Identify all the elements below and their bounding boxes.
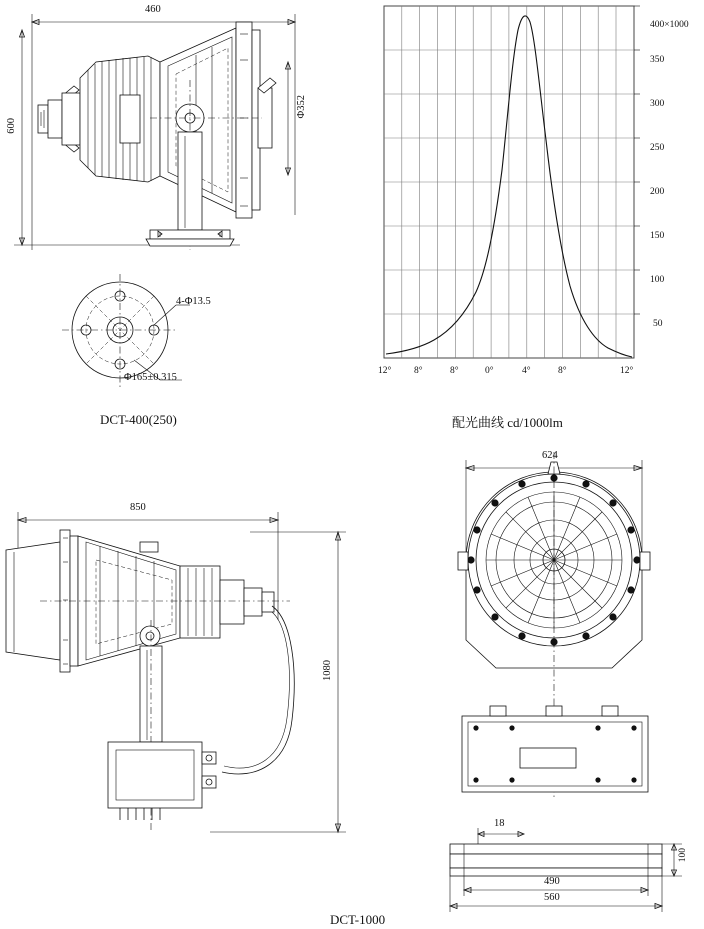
dim-560-label: 560 — [544, 892, 560, 903]
dim-624-label: 624 — [542, 450, 558, 461]
ytick-100: 100 — [650, 275, 665, 285]
dct-400-drawing — [0, 0, 330, 400]
dim-460-label: 460 — [145, 4, 161, 15]
xtick-4: 4° — [522, 366, 531, 376]
dim-phi352-label: Φ352 — [296, 95, 307, 119]
ytick-200: 200 — [650, 187, 665, 197]
xtick-5: 8° — [558, 366, 567, 376]
caption-dct-400-250: DCT-400(250) — [100, 412, 177, 427]
figure-dct-400-250 — [0, 0, 330, 400]
xtick-3: 0° — [485, 366, 494, 376]
y-unit-label: 400×1000 — [650, 20, 689, 30]
caption-light-distribution: 配光曲线 cd/1000lm — [452, 415, 563, 430]
dim-490-label: 490 — [544, 876, 560, 887]
xtick-1: 8° — [414, 366, 423, 376]
dim-18-label: 18 — [494, 818, 505, 829]
dim-100-label: 100 — [678, 848, 688, 863]
xtick-6: 12° — [620, 366, 634, 376]
dim-850-label: 850 — [130, 502, 146, 513]
figure-dct-1000-side — [0, 480, 380, 920]
dct-1000-front-drawing — [420, 440, 704, 920]
dim-1080-label: 1080 — [322, 660, 333, 681]
dct-1000-side-drawing — [0, 480, 380, 920]
ytick-50: 50 — [653, 319, 663, 329]
caption-dct-1000: DCT-1000 — [330, 912, 386, 927]
ytick-250: 250 — [650, 143, 665, 153]
ytick-300: 300 — [650, 99, 665, 109]
figure-light-distribution — [372, 0, 704, 400]
bolt-circle-label: Φ165±0.315 — [124, 372, 177, 383]
xtick-0: 12° — [378, 366, 392, 376]
ytick-150: 150 — [650, 231, 665, 241]
ytick-350: 350 — [650, 55, 665, 65]
dim-600-label: 600 — [6, 118, 17, 134]
hole-note-label: 4-Φ13.5 — [176, 296, 211, 307]
figure-dct-1000-front — [420, 440, 704, 920]
xtick-2: 8° — [450, 366, 459, 376]
